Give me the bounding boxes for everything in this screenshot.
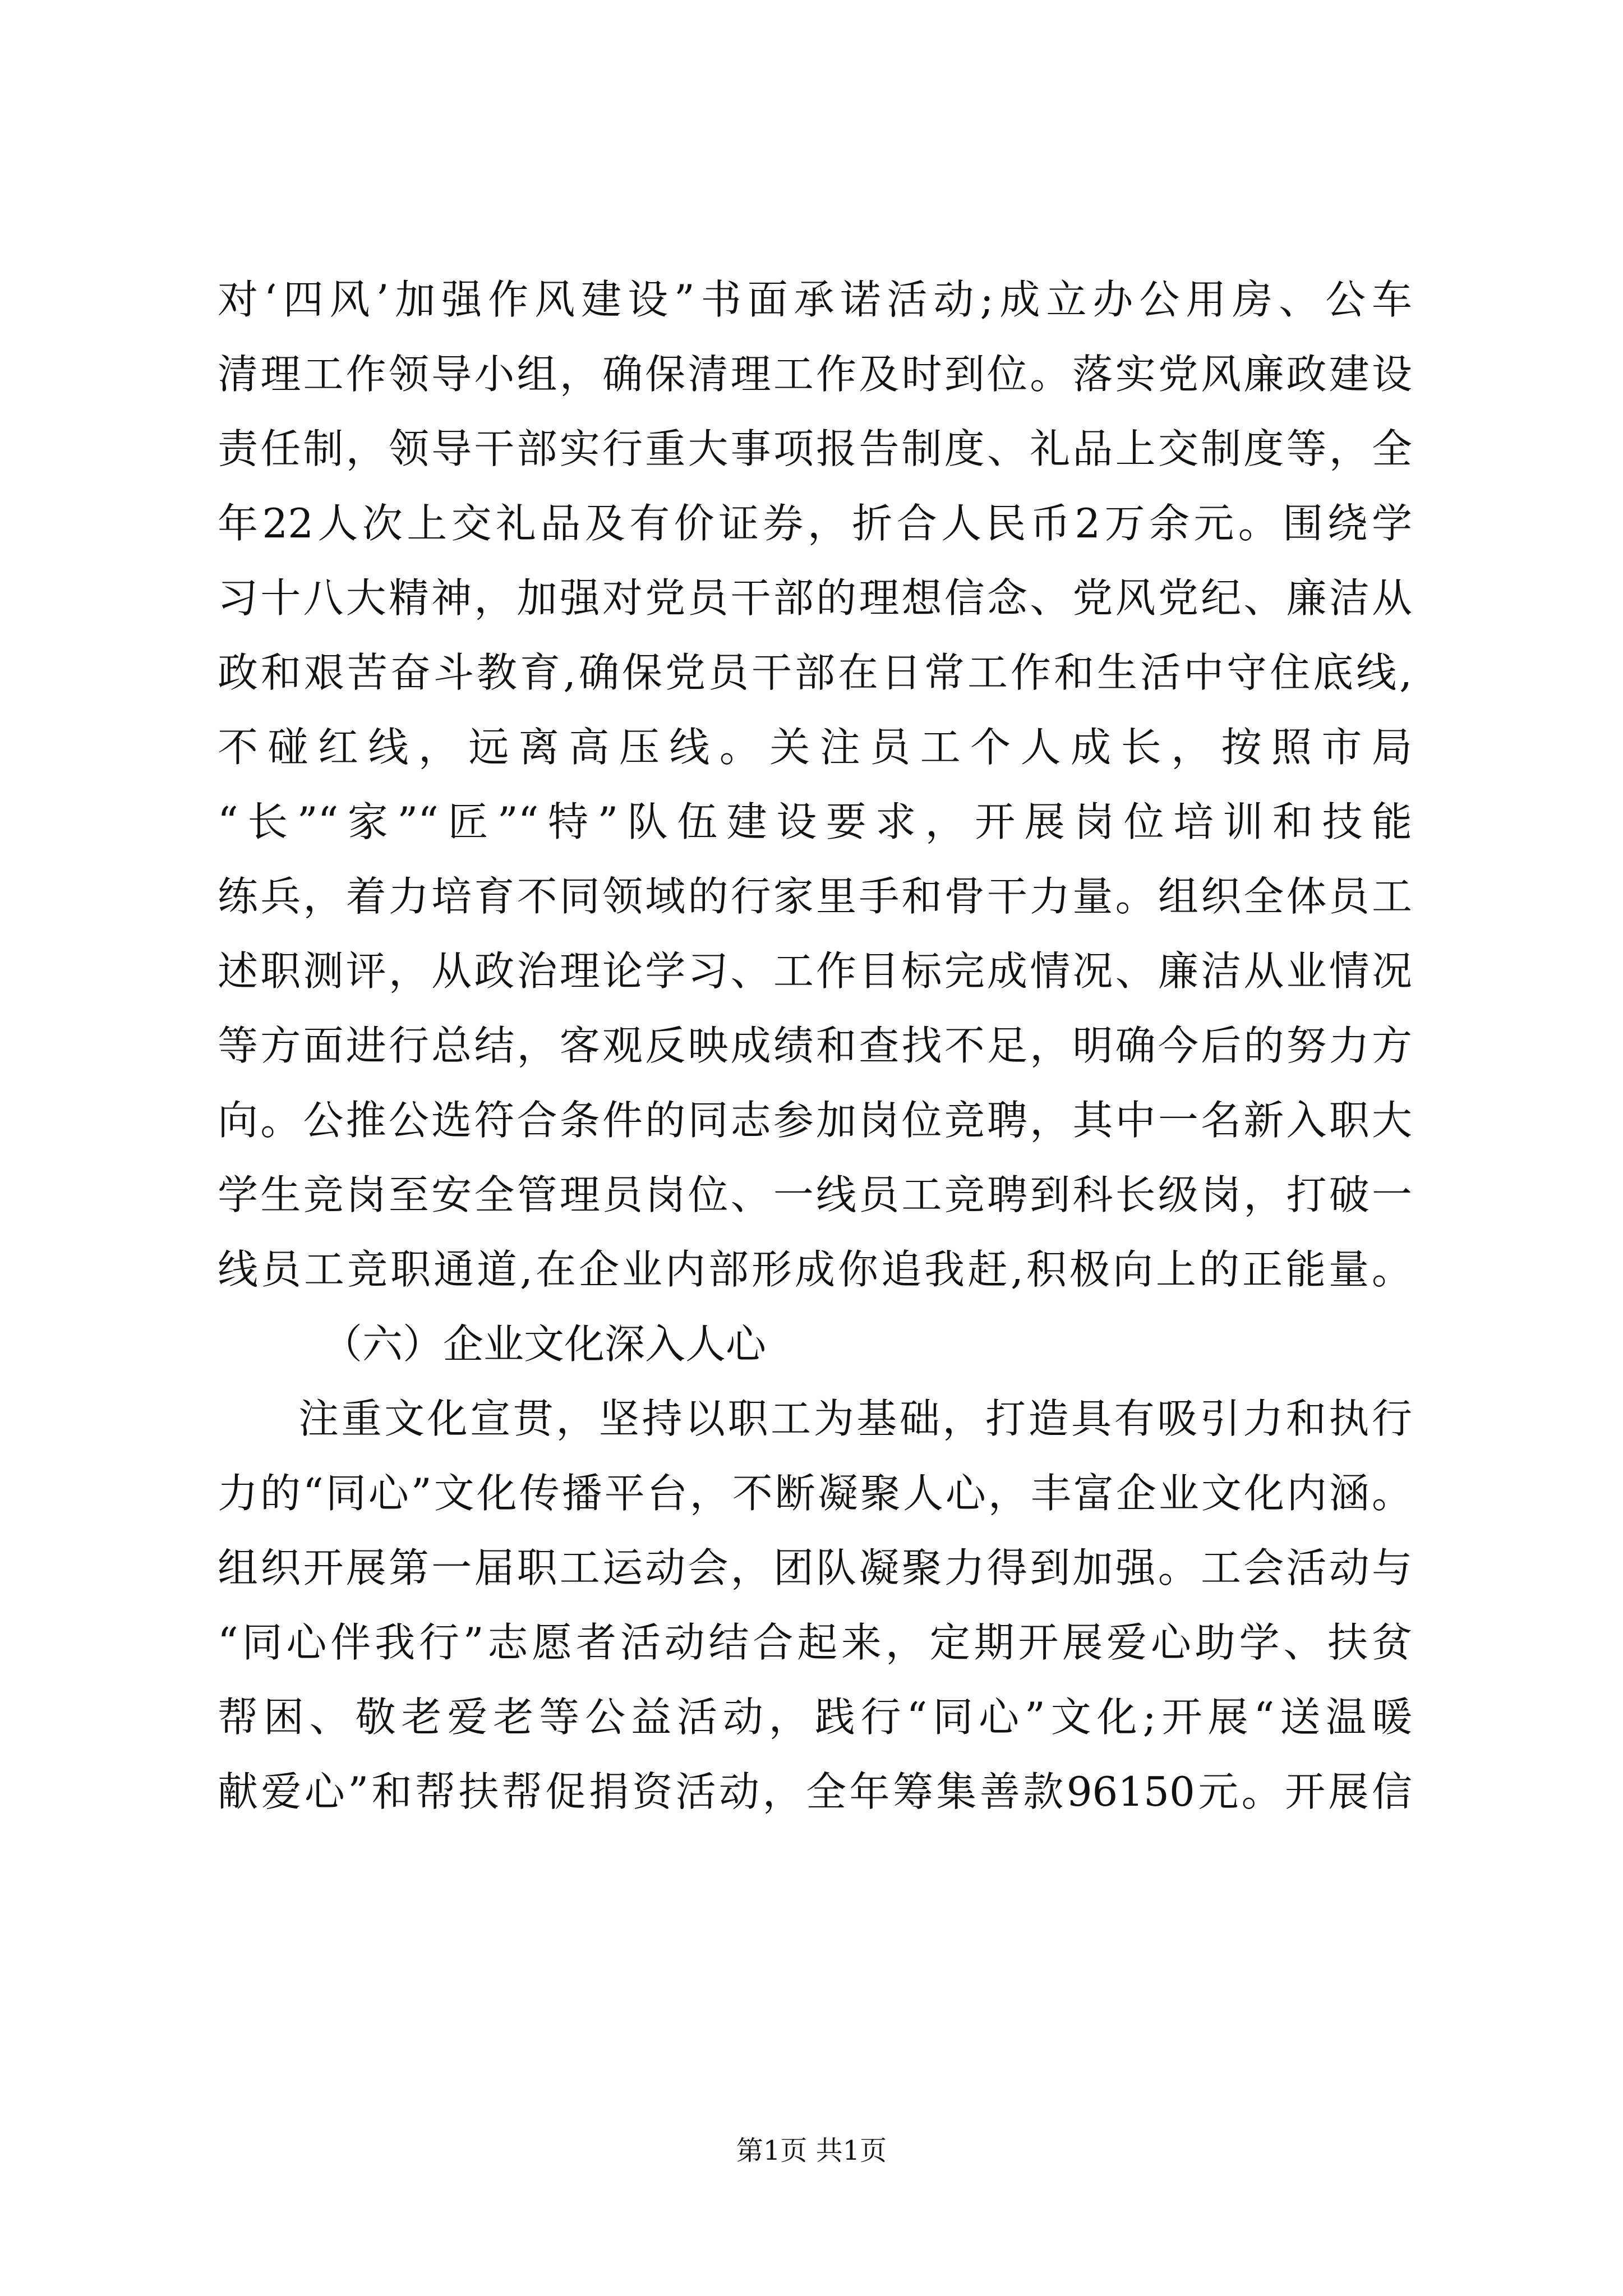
text-line: 献爱心”和帮扶帮促捐资活动，全年筹集善款96150元。开展信 [218,1768,1412,1815]
text-line: “长”“家”“匠”“特”队伍建设要求，开展岗位培训和技能 [218,798,1412,845]
text-line: 等方面进行总结，客观反映成绩和查找不足，明确今后的努力方 [218,1022,1412,1069]
text-line: 组织开展第一届职工运动会，团队凝聚力得到加强。工会活动与 [218,1544,1412,1591]
text-line: 习十八大精神，加强对党员干部的理想信念、党风党纪、廉洁从 [218,574,1412,622]
text-line: 清理工作领导小组，确保清理工作及时到位。落实党风廉政建设 [218,351,1412,398]
text-line: 学生竞岗至安全管理员岗位、一线员工竞聘到科长级岗，打破一 [218,1171,1412,1218]
text-line: 政和艰苦奋斗教育,确保党员干部在日常工作和生活中守住底线, [218,649,1412,696]
page-footer: 第1页 共1页 [736,2135,887,2166]
text-line: 年22人次上交礼品及有价证券，折合人民币2万余元。围绕学 [218,500,1412,547]
text-line: 帮困、敬老爱老等公益活动，践行“同心”文化;开展“送温暖 [218,1694,1412,1741]
text-line: 向。公推公选符合条件的同志参加岗位竞聘，其中一名新入职大 [218,1097,1412,1144]
text-line: 注重文化宣贯，坚持以职工为基础，打造具有吸引力和执行 [298,1395,1412,1442]
text-line: 线员工竞职通道,在企业内部形成你追我赶,积极向上的正能量。 [218,1246,1412,1293]
paragraph-2 [218,1382,1412,1829]
text-line: “同心伴我行”志愿者活动结合起来，定期开展爱心助学、扶贫 [218,1619,1412,1666]
text-line: 力的“同心”文化传播平台，不断凝聚人心，丰富企业文化内涵。 [218,1470,1412,1517]
section-heading: （六）企业文化深入人心 [322,1320,767,1368]
text-line: 练兵，着力培育不同领域的行家里手和骨干力量。组织全体员工 [218,873,1412,920]
text-line: 对‘四风’加强作风建设”书面承诺活动;成立办公用房、公车 [218,276,1412,323]
text-line: 责任制，领导干部实行重大事项报告制度、礼品上交制度等，全 [218,425,1412,472]
body-text [218,263,1412,1829]
paragraph-1 [218,263,1412,1307]
text-line: 不碰红线，远离高压线。关注员工个人成长，按照市局 [218,724,1412,771]
text-line: 述职测评，从政治理论学习、工作目标完成情况、廉洁从业情况 [218,947,1412,995]
